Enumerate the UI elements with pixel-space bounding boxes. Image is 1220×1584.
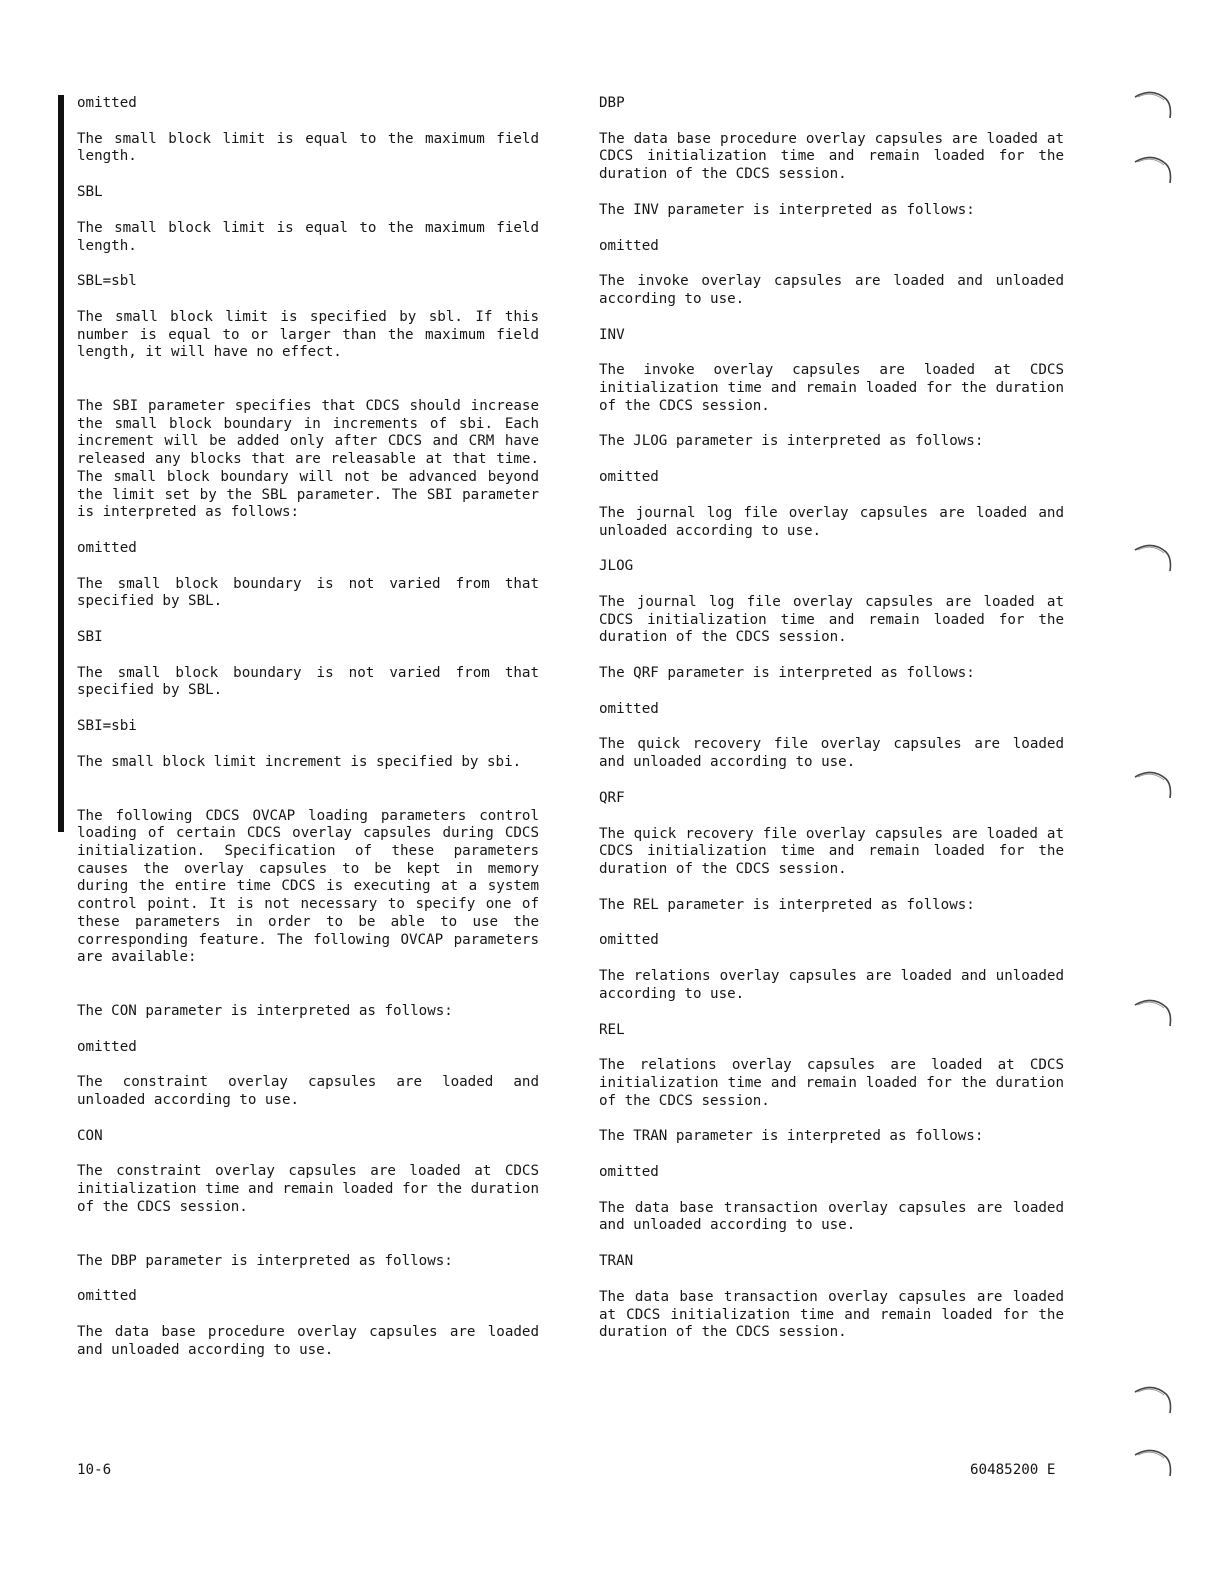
term-rel-omitted: omitted xyxy=(599,932,659,949)
binder-hole-icon xyxy=(1130,993,1175,1029)
binder-hole-icon xyxy=(1130,150,1175,186)
desc-sbi: The small block boundary is not varied from that specified by SBL. xyxy=(77,664,539,699)
tran-intro: The TRAN parameter is interpreted as follows: xyxy=(599,1128,984,1145)
binder-hole-icon xyxy=(1130,538,1175,574)
qrf-intro: The QRF parameter is interpreted as follows: xyxy=(599,665,975,682)
desc-inv-omitted: The invoke overlay capsules are loaded and unloaded according to use. xyxy=(599,273,1064,307)
desc-jlog-omitted: The journal log file overlay capsules are loaded and unloaded according to use. xyxy=(599,504,1064,539)
term-tran: TRAN xyxy=(599,1253,634,1270)
page-number: 10-6 xyxy=(77,1462,112,1478)
term-con-omitted: omitted xyxy=(77,1038,137,1055)
term-jlog-omitted: omitted xyxy=(599,469,659,486)
desc-dbp-omitted: The data base procedure overlay capsules are loaded and unloaded according to use. xyxy=(77,1323,539,1358)
binder-hole-icon xyxy=(1130,1443,1175,1479)
binder-hole-icon xyxy=(1130,85,1175,121)
revision-change-bar xyxy=(58,95,64,832)
jlog-intro: The JLOG parameter is interpreted as follows: xyxy=(599,433,984,450)
term-sbl: SBL xyxy=(77,184,103,201)
desc-jlog: The journal log file overlay capsules are loaded at CDCS initialization time and remain loaded for the duration of the CDCS session. xyxy=(599,593,1064,646)
binder-hole-icon xyxy=(1130,1380,1175,1416)
term-sbi-omitted: omitted xyxy=(77,539,137,556)
rel-intro: The REL parameter is interpreted as follows: xyxy=(599,896,975,913)
term-sbl-omitted: omitted xyxy=(77,95,137,111)
term-sbl-eq: SBL=sbl xyxy=(77,273,137,290)
desc-tran-omitted: The data base transaction overlay capsules are loaded and unloaded according to use. xyxy=(599,1199,1064,1234)
desc-con: The constraint overlay capsules are loaded at CDCS initialization time and remain loaded for the duration of the CDCS session. xyxy=(77,1163,539,1215)
desc-sbi-eq: The small block limit increment is specified by sbi. xyxy=(77,753,522,770)
desc-rel-omitted: The relations overlay capsules are loaded and unloaded according to use. xyxy=(599,968,1064,1002)
desc-inv: The invoke overlay capsules are loaded at CDCS initialization time and remain loaded for the duration of the CDCS session. xyxy=(599,362,1064,414)
term-qrf-omitted: omitted xyxy=(599,700,659,717)
term-dbp: DBP xyxy=(599,95,625,111)
term-rel: REL xyxy=(599,1021,625,1038)
desc-sbl-omitted: The small block limit is equal to the maximum field length. xyxy=(77,130,539,165)
desc-sbl: The small block limit is equal to the maximum field length. xyxy=(77,219,539,254)
desc-qrf-omitted: The quick recovery file overlay capsules are loaded and unloaded according to use. xyxy=(599,736,1064,771)
term-con: CON xyxy=(77,1127,103,1144)
term-jlog: JLOG xyxy=(599,558,634,575)
term-inv-omitted: omitted xyxy=(599,237,659,254)
binder-hole-icon xyxy=(1130,765,1175,801)
desc-con-omitted: The constraint overlay capsules are loaded and unloaded according to use. xyxy=(77,1074,539,1109)
term-qrf: QRF xyxy=(599,789,625,806)
term-dbp-omitted: omitted xyxy=(77,1288,137,1305)
desc-sbi-omitted: The small block boundary is not varied from that specified by SBL. xyxy=(77,575,539,610)
dbp-intro: The DBP parameter is interpreted as follows: xyxy=(77,1252,453,1269)
con-intro: The CON parameter is interpreted as follows: xyxy=(77,1002,453,1019)
desc-dbp: The data base procedure overlay capsules are loaded at CDCS initialization time and remain loaded for the duration of the CDCS session. xyxy=(599,130,1064,183)
right-column xyxy=(599,95,1064,1342)
term-inv: INV xyxy=(599,326,625,343)
term-sbi: SBI xyxy=(77,629,103,646)
desc-qrf: The quick recovery file overlay capsules are loaded at CDCS initialization time and remain loaded for the duration of the CDCS session. xyxy=(599,825,1064,877)
inv-intro: The INV parameter is interpreted as follows: xyxy=(599,201,975,218)
left-column xyxy=(77,95,539,1359)
desc-rel: The relations overlay capsules are loaded at CDCS initialization time and remain loaded for the duration of the CDCS session. xyxy=(599,1057,1064,1109)
sbi-intro-paragraph: The SBI parameter specifies that CDCS should increase the small block boundary in increments of sbi. Each increment will be added only after CDCS and CRM have released any blocks that are releasable at that time. The small block boundary will not be advanced beyond the limit set by the SBL parameter. The SBI parameter is interpreted as follows: xyxy=(77,398,539,521)
ovcap-intro-paragraph: The following CDCS OVCAP loading parameters control loading of certain CDCS overlay capsules during CDCS initialization. Specification of these parameters causes the overlay capsules to be kept in memory during the entire time CDCS is executing at a system control point. It is not necessary to specify one of these parameters in order to be able to use the corresponding feature. The following OVCAP parameters are available: xyxy=(77,807,539,966)
term-tran-omitted: omitted xyxy=(599,1164,659,1181)
desc-sbl-eq: The small block limit is specified by sbl. If this number is equal to or larger than the maximum field length, it will have no effect. xyxy=(77,308,539,361)
document-number: 60485200 E xyxy=(970,1462,1056,1478)
desc-tran: The data base transaction overlay capsules are loaded at CDCS initialization time and remain loaded for the duration of the CDCS session. xyxy=(599,1288,1064,1341)
term-sbi-eq: SBI=sbi xyxy=(77,718,137,735)
